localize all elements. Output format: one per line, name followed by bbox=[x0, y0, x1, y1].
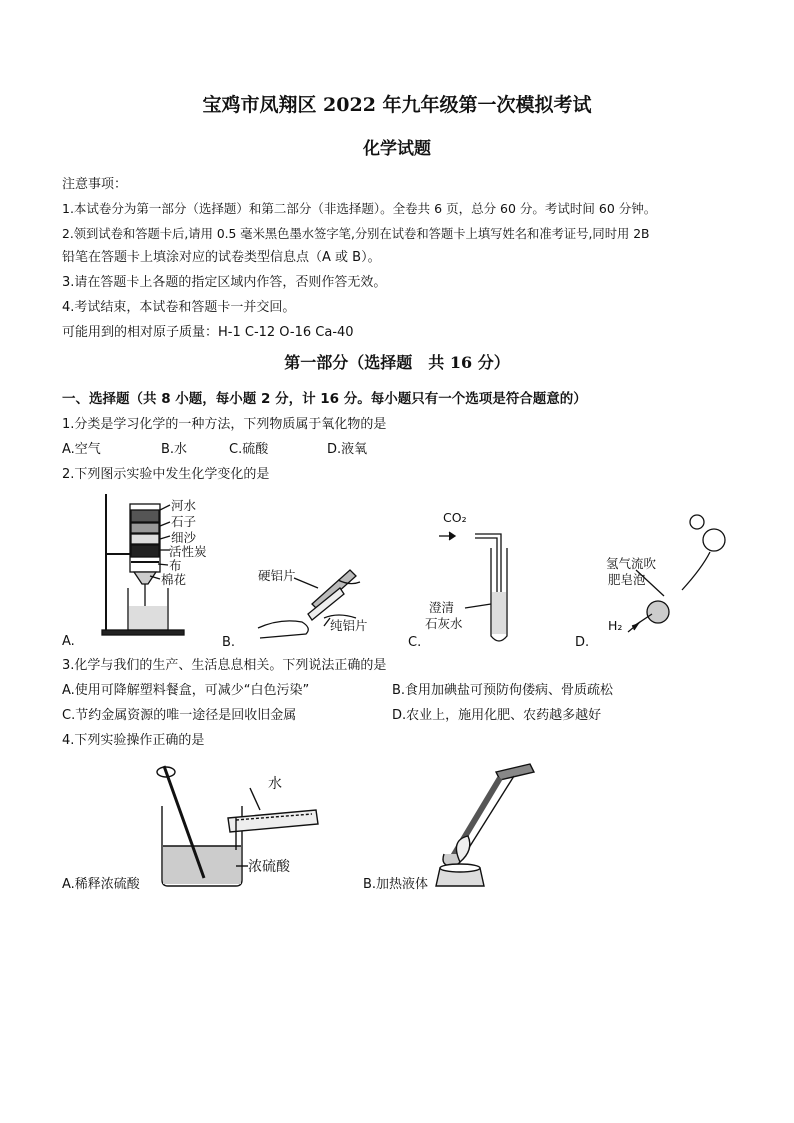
fig-a-label: 活性炭 bbox=[169, 544, 207, 559]
exam-title: 宝鸡市凤翔区 2022 年九年级第一次模拟考试 bbox=[202, 94, 592, 116]
q4-figure-b bbox=[430, 758, 570, 893]
note-item: 1.本试卷分为第一部分（选择题）和第二部分（非选择题）。全卷共 6 页，总分 60 分。考试时间 60 分钟。 bbox=[62, 201, 657, 216]
q2-option-a-letter: A. bbox=[62, 634, 75, 648]
fig-c-label: 澄清 bbox=[429, 600, 455, 615]
q3-option-a[interactable]: A.使用可降解塑料餐盒，可减少“白色污染” bbox=[62, 683, 310, 698]
q3-option-c[interactable]: C.节约金属资源的唯一途径是回收旧金属 bbox=[62, 708, 297, 723]
exam-subtitle: 化学试题 bbox=[363, 139, 431, 159]
fig-a-label: 棉花 bbox=[161, 572, 187, 587]
section-heading: 一、选择题（共 8 小题，每小题 2 分，计 16 分。每小题只有一个选项是符合题意的） bbox=[62, 391, 587, 407]
q1-option-a[interactable]: A.空气 bbox=[62, 442, 101, 457]
fig-a-label: 细沙 bbox=[171, 530, 197, 545]
fig-a-label: 布 bbox=[169, 558, 182, 573]
fig-a-label: 石子 bbox=[171, 514, 197, 529]
q2-option-d-letter: D. bbox=[575, 635, 590, 650]
note-item: 铅笔在答题卡上填涂对应的试卷类型信息点（A 或 B）。 bbox=[62, 250, 381, 265]
note-item: 4.考试结束，本试卷和答题卡一并交回。 bbox=[62, 300, 296, 315]
q1-option-c[interactable]: C.硫酸 bbox=[229, 442, 269, 457]
notes-heading: 注意事项： bbox=[62, 177, 128, 192]
q2-option-b-letter: B. bbox=[222, 635, 236, 650]
q1-stem: 1.分类是学习化学的一种方法，下列物质属于氧化物的是 bbox=[62, 417, 387, 432]
fig-a-label: 河水 bbox=[171, 498, 197, 513]
q2-figure-d bbox=[572, 508, 742, 650]
q2-figure-b bbox=[220, 558, 390, 650]
atomic-masses: 可能用到的相对原子质量：H-1 C-12 O-16 Ca-40 bbox=[62, 325, 354, 340]
q2-option-c-letter: C. bbox=[408, 635, 422, 650]
fig-b-label: 纯铝片 bbox=[330, 618, 368, 633]
fig-c-label: 石灰水 bbox=[425, 616, 463, 631]
part1-title: 第一部分（选择题 共 16 分） bbox=[284, 353, 510, 372]
q3-option-d[interactable]: D.农业上，施用化肥、农药越多越好 bbox=[392, 708, 602, 723]
fig-d-label: 氢气流吹 bbox=[606, 556, 657, 571]
q4-option-b[interactable]: B.加热液体 bbox=[363, 877, 429, 892]
q4-figure-a bbox=[140, 758, 340, 888]
fig-d-label: H₂ bbox=[608, 618, 623, 633]
note-item: 2.领到试卷和答题卡后,请用 0.5 毫米黑色墨水签字笔,分别在试卷和答题卡上填写姓名和准考证号,同时用 2B bbox=[62, 227, 650, 241]
q4-option-a[interactable]: A.稀释浓硫酸 bbox=[62, 877, 140, 892]
fig-c-label: CO₂ bbox=[443, 510, 467, 525]
q1-option-d[interactable]: D.液氧 bbox=[327, 442, 368, 457]
q3-option-b[interactable]: B.食用加碘盐可预防佝偻病、骨质疏松 bbox=[392, 683, 614, 698]
q2-figure-a bbox=[62, 490, 222, 648]
q2-figure-c bbox=[405, 500, 535, 650]
note-item: 3.请在答题卡上各题的指定区域内作答，否则作答无效。 bbox=[62, 275, 387, 290]
q4-fig-a-label: 浓硫酸 bbox=[248, 859, 290, 875]
fig-d-label: 肥皂泡 bbox=[608, 572, 646, 587]
q2-stem: 2.下列图示实验中发生化学变化的是 bbox=[62, 467, 270, 482]
q4-stem: 4.下列实验操作正确的是 bbox=[62, 733, 205, 748]
q4-fig-a-label: 水 bbox=[268, 776, 282, 792]
q3-stem: 3.化学与我们的生产、生活息息相关。下列说法正确的是 bbox=[62, 658, 387, 673]
q1-option-b[interactable]: B.水 bbox=[161, 442, 188, 457]
fig-b-label: 硬铝片 bbox=[258, 568, 296, 583]
